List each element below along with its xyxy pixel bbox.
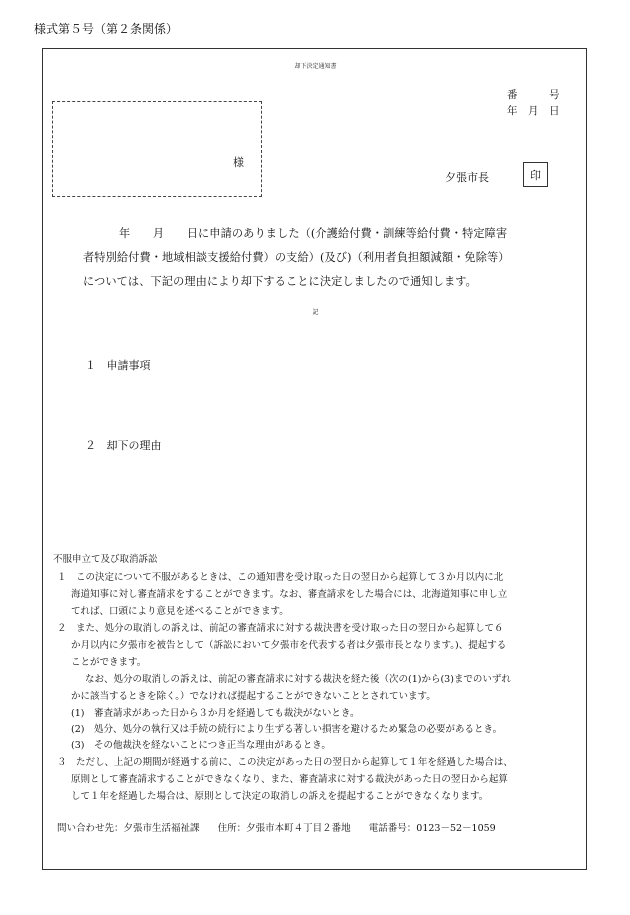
item-number: ２ bbox=[85, 439, 96, 452]
addressee-box bbox=[52, 101, 262, 197]
note-line: ことができます。 bbox=[71, 657, 147, 668]
seal-label: 印 bbox=[530, 168, 541, 182]
form-number: 様式第５号（第２条関係） bbox=[34, 22, 179, 36]
notice-frame bbox=[42, 48, 587, 870]
note-line: てれば、口頭により意見を述べることができます。 bbox=[71, 606, 289, 617]
addressee-suffix: 様 bbox=[233, 156, 244, 169]
item-label: 申請事項 bbox=[106, 359, 151, 372]
item-number: １ bbox=[85, 359, 96, 372]
seal-box bbox=[523, 162, 548, 187]
note-line: １ この決定について不服があるときは、この通知書を受け取った日の翌日から起算して３か月以内に北 bbox=[57, 572, 504, 583]
body-line-3: については、下記の理由により却下することに決定しましたので通知します。 bbox=[83, 275, 477, 288]
contact-info bbox=[57, 820, 496, 834]
document-title: 却下決定通知書 bbox=[294, 63, 337, 70]
item-reason bbox=[85, 437, 162, 453]
sub-note-line: (2) 処分、処分の執行又は手続の続行により生ずる著しい損害を避けるため緊急の必要があるとき。 bbox=[71, 724, 503, 735]
sub-note-line: (1) 審査請求があった日から３か月を経過しても裁決がないとき。 bbox=[71, 708, 360, 719]
contact-inquiry: 問い合わせ先：夕張市生活福祉課 bbox=[57, 823, 200, 834]
sub-note-line: (3) その他裁決を経ないことにつき正当な理由があるとき。 bbox=[71, 740, 331, 751]
contact-phone: 電話番号：0123－52－1059 bbox=[368, 823, 496, 834]
body-line-1: 年 月 日に申請のありました（(介護給付費・訓練等給付費・特定障害 bbox=[119, 227, 508, 240]
note-line: かに該当するときを除く。）でなければ提起することができないこととされています。 bbox=[71, 691, 436, 702]
note-line: か月以内に夕張市を被告として（訴訟において夕張市を代表する者は夕張市長となります。)、提起する bbox=[71, 640, 507, 651]
note-line: ３ ただし、上記の期間が経過する前に、この決定があった日の翌日から起算して１年を経過した場合は、 bbox=[57, 757, 513, 768]
note-line: 原則として審査請求することができなくなり、また、審査請求に対する裁決があった日の翌日から起算 bbox=[71, 774, 508, 785]
note-line: して１年を経過した場合は、原則として決定の取消しの訴えを提起することができなくなります。 bbox=[71, 791, 489, 802]
issuer-name: 夕張市長 bbox=[445, 171, 489, 184]
item-application bbox=[85, 357, 151, 373]
document-number: 番 号 bbox=[507, 89, 560, 101]
appeal-heading: 不服申立て及び取消訴訟 bbox=[53, 554, 158, 565]
note-line: ２ また、処分の取消しの訴えは、前記の審査請求に対する裁決書を受け取った日の翌日から起算して６ bbox=[57, 623, 504, 634]
item-label: 却下の理由 bbox=[106, 439, 162, 452]
note-line: なお、処分の取消しの訴えは、前記の審査請求に対する裁決を経た後（次の(1)から(3)までのいずれ bbox=[85, 674, 511, 685]
document-date: 年 月 日 bbox=[507, 105, 560, 117]
note-line: 海道知事に対し審査請求をすることができます。なお、審査請求をした場合には、北海道知事に申し立 bbox=[71, 589, 508, 600]
contact-address: 住所：夕張市本町４丁目２番地 bbox=[217, 823, 351, 834]
ki-heading: 記 bbox=[312, 309, 319, 316]
body-line-2: 者特別給付費・地域相談支援給付費）の支給）(及び)（利用者負担額減額・免除等） bbox=[83, 251, 510, 264]
